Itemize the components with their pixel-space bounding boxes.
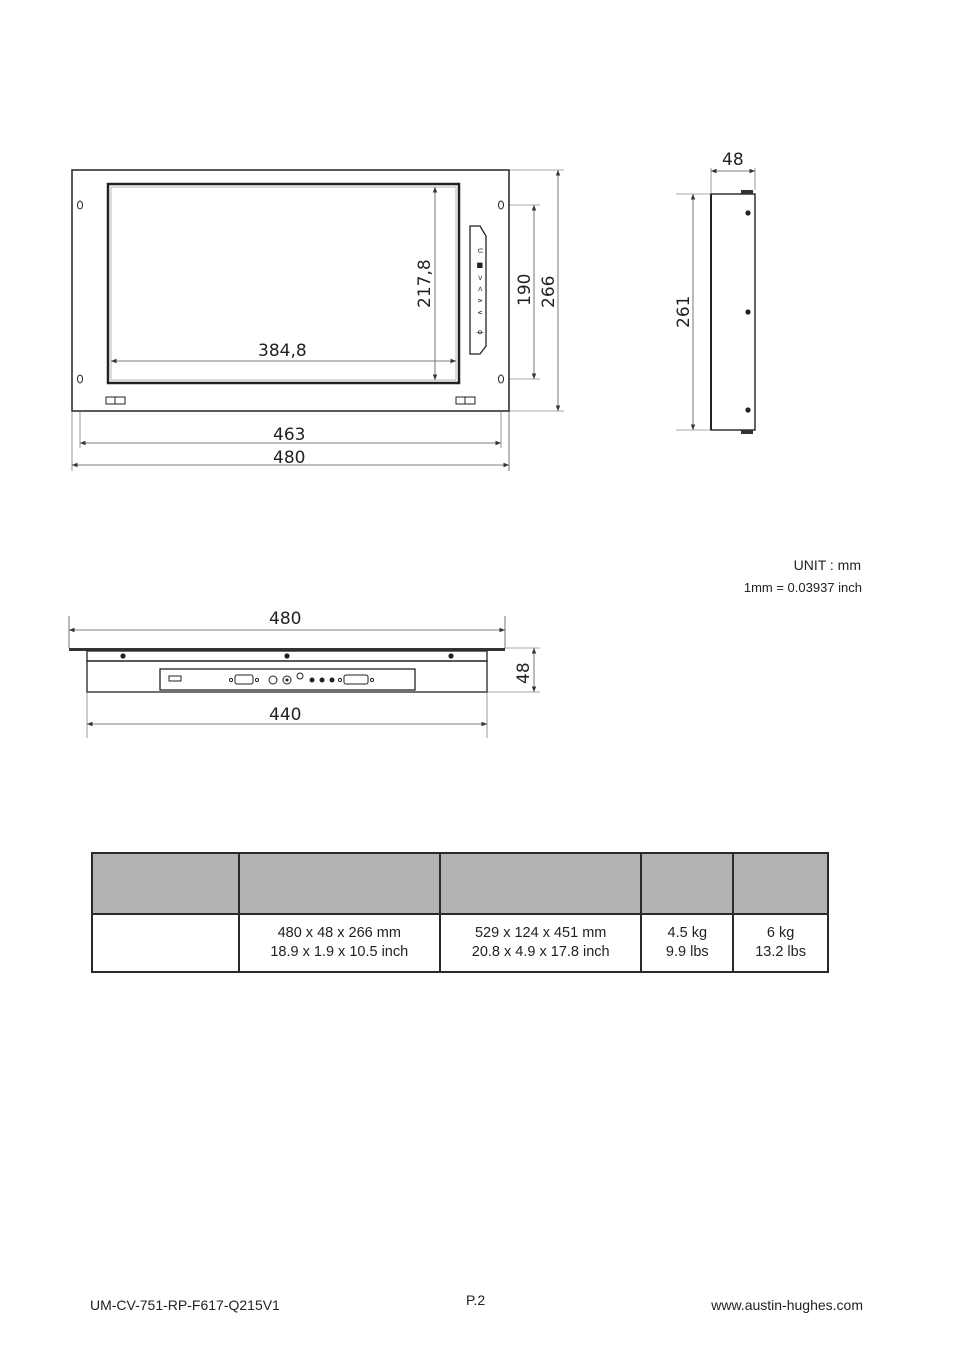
net-weight-kg: 4.5 kg bbox=[667, 925, 708, 941]
dim-width-480: 480 bbox=[273, 448, 306, 468]
svg-text:>: > bbox=[476, 275, 484, 281]
cell-net-weight bbox=[641, 914, 733, 972]
net-weight-lbs: 9.9 lbs bbox=[665, 944, 709, 960]
unit-conversion: 1mm = 0.03937 inch bbox=[743, 580, 862, 595]
dim-screen-height: 217,8 bbox=[415, 259, 435, 308]
dim-width-463: 463 bbox=[273, 425, 306, 445]
footer-page-number: P.2 bbox=[466, 1292, 486, 1308]
gross-weight-kg: 6 kg bbox=[766, 925, 795, 941]
dimensions-mm: 480 x 48 x 266 mm bbox=[277, 925, 401, 941]
dim-top-width-480: 480 bbox=[269, 609, 302, 629]
header-model bbox=[92, 853, 239, 914]
header-package bbox=[440, 853, 641, 914]
dim-side-depth: 48 bbox=[722, 150, 744, 170]
header-net-weight bbox=[641, 853, 733, 914]
cell-dimensions bbox=[239, 914, 440, 972]
svg-text:<: < bbox=[476, 286, 484, 292]
side-view-drawing bbox=[640, 140, 780, 450]
svg-text:ϕ: ϕ bbox=[476, 330, 484, 335]
package-inch: 20.8 x 4.9 x 17.8 inch bbox=[471, 944, 610, 960]
unit-label: UNIT : mm bbox=[793, 557, 861, 573]
gross-weight-lbs: 13.2 lbs bbox=[755, 944, 806, 960]
cell-model bbox=[92, 914, 239, 972]
header-dimensions bbox=[239, 853, 440, 914]
dim-height-266: 266 bbox=[539, 275, 559, 308]
spec-table-header-row bbox=[92, 853, 828, 914]
table-row bbox=[92, 914, 828, 972]
svg-text:∧: ∧ bbox=[476, 298, 484, 304]
top-view-drawing bbox=[0, 595, 600, 745]
dim-top-depth: 48 bbox=[514, 662, 534, 684]
dim-side-height: 261 bbox=[674, 295, 694, 328]
svg-text:U: U bbox=[476, 248, 484, 254]
dim-screen-width: 384,8 bbox=[258, 341, 307, 361]
front-view-drawing bbox=[0, 0, 954, 500]
header-gross-weight bbox=[733, 853, 828, 914]
footer-website[interactable]: www.austin-hughes.com bbox=[711, 1297, 863, 1313]
footer-doc-id: UM-CV-751-RP-F617-Q215V1 bbox=[90, 1297, 280, 1313]
dimensions-inch: 18.9 x 1.9 x 10.5 inch bbox=[270, 944, 409, 960]
cell-package bbox=[440, 914, 641, 972]
svg-text:∨: ∨ bbox=[476, 310, 484, 316]
cell-gross-weight bbox=[733, 914, 828, 972]
dim-top-width-440: 440 bbox=[269, 705, 302, 725]
package-mm: 529 x 124 x 451 mm bbox=[474, 925, 607, 941]
svg-text:■: ■ bbox=[476, 262, 484, 269]
spec-table bbox=[91, 852, 829, 973]
dim-height-190: 190 bbox=[515, 273, 535, 306]
